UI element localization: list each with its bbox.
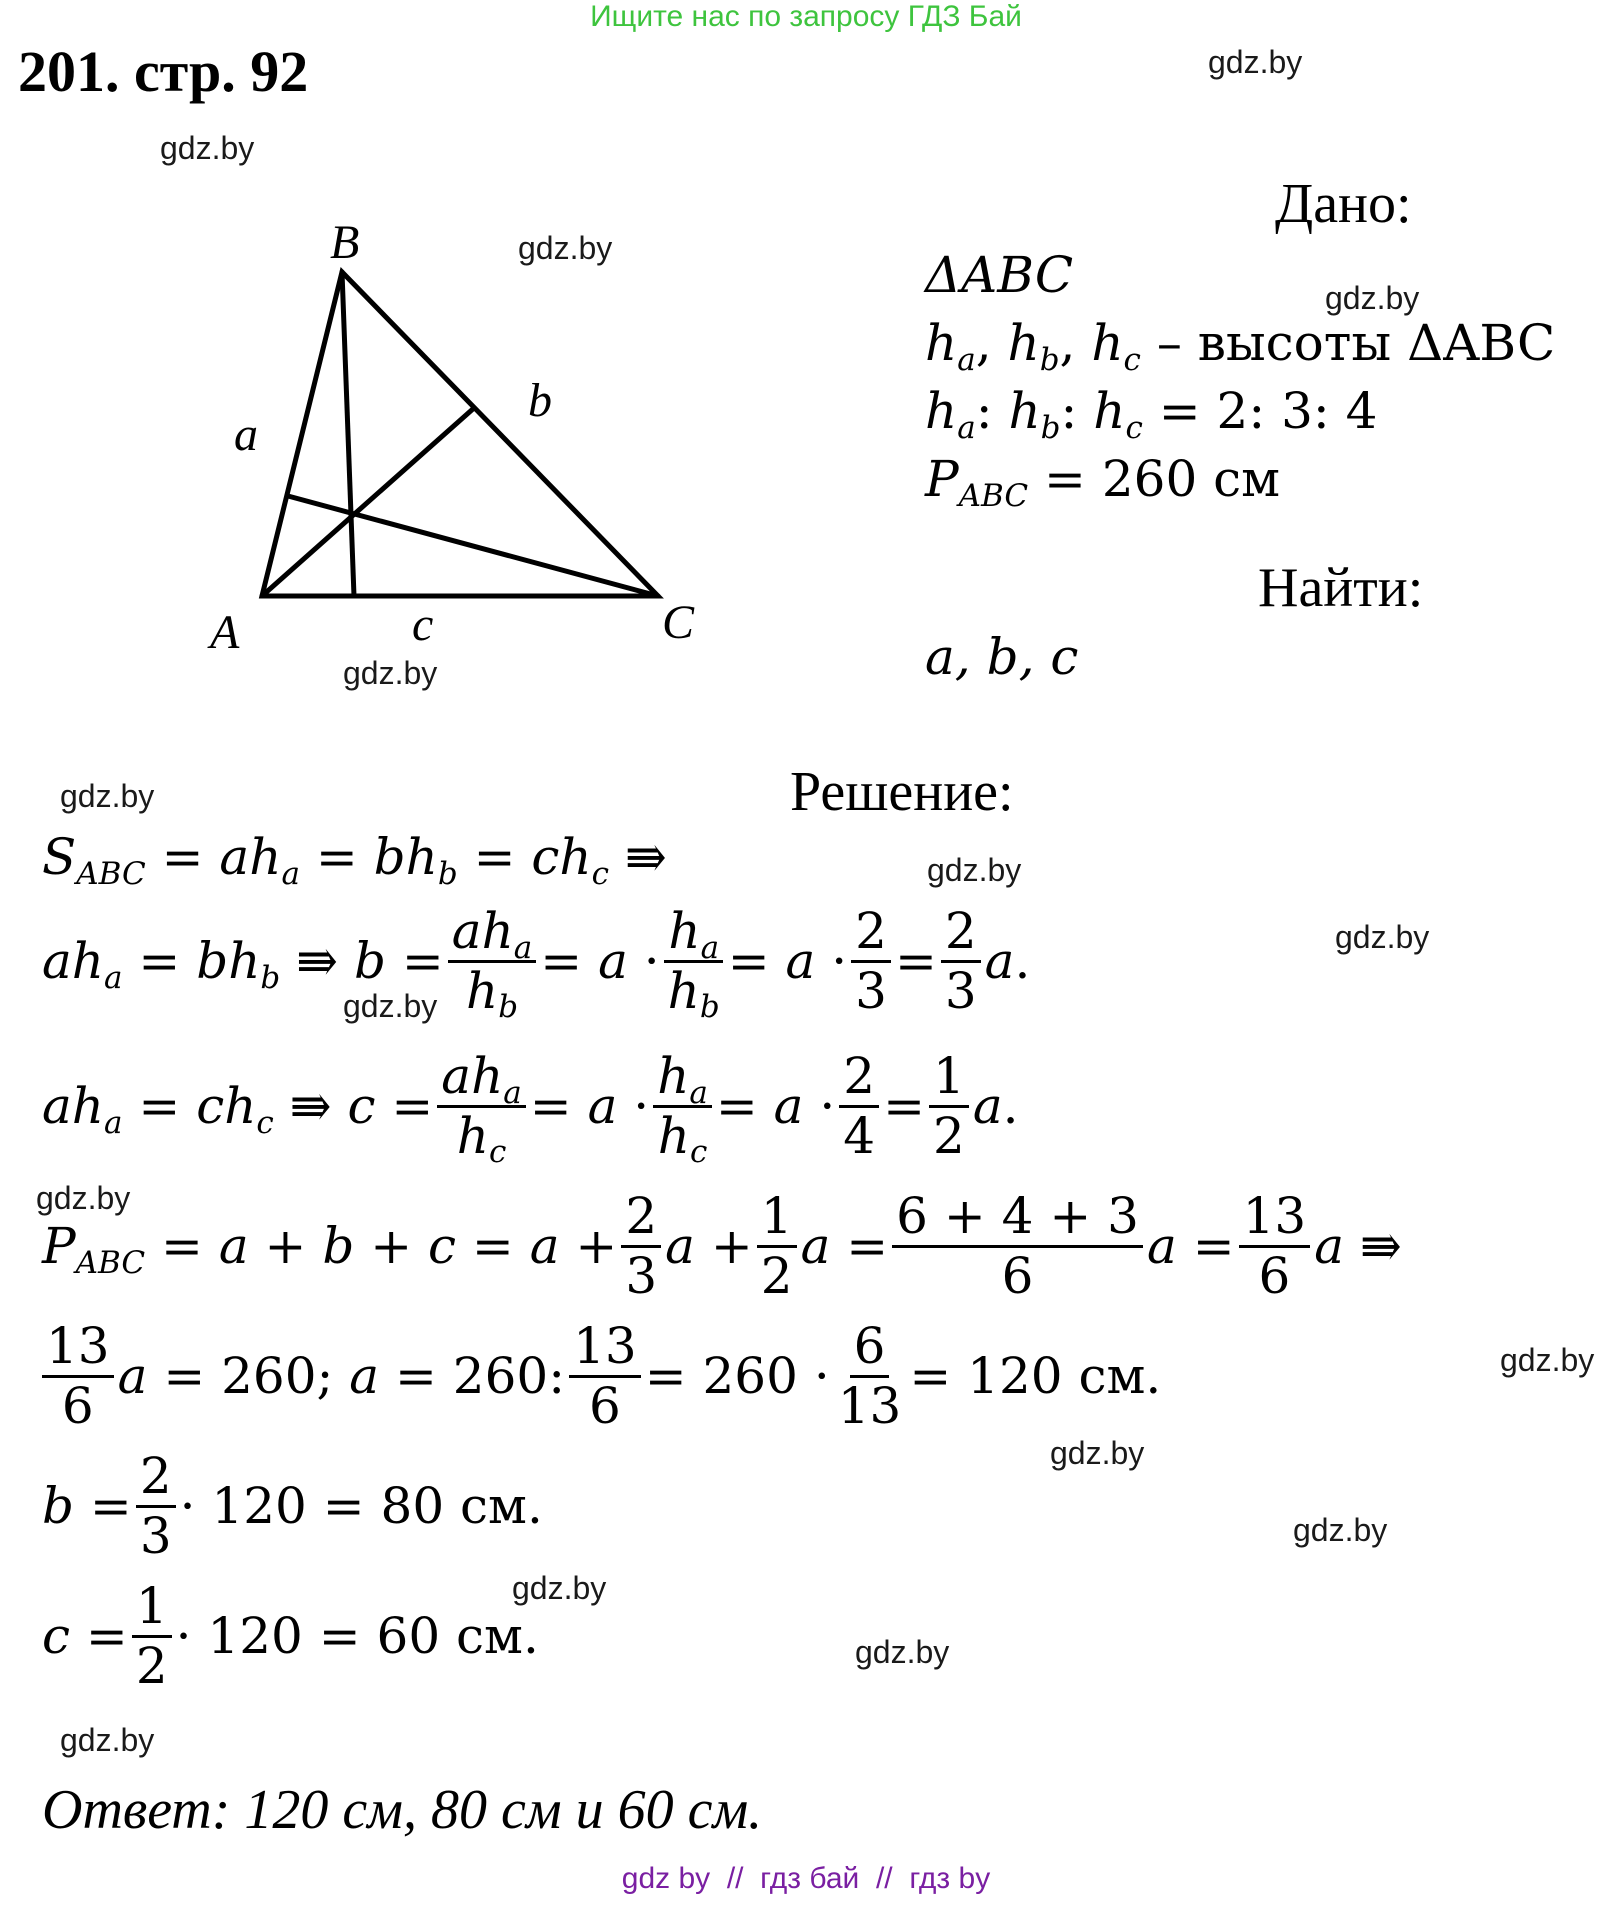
given-altitudes-text: – высоты ΔABC (1156, 314, 1556, 372)
solution-line-b-value: b = $\frac{2}{3}$ · 120 = 80 см. (42, 1447, 543, 1565)
watermark: gdz.by (855, 1634, 950, 1670)
watermark: gdz.by (1335, 919, 1430, 955)
side-label-c: c (412, 598, 434, 651)
watermark: gdz.by (36, 1180, 131, 1216)
vertex-label-c: C (662, 596, 695, 649)
altitude-from-a (262, 408, 474, 596)
watermark: gdz.by (343, 655, 438, 691)
altitude-from-b (342, 272, 354, 596)
solution-line-perimeter: PABC = a + b + c = a + $\frac{2}{3}$ a + $\frac{1}{2}$ a = $\frac{6 + 4 + 3}{6}$ a = $\frac{13}{6}$ a ⇛ (42, 1187, 1402, 1305)
watermark: gdz.by (1325, 280, 1420, 316)
solution-line-c: aha = chc ⇛ c = $\frac{\text{aha}}{hc}$ = a · $\frac{ha}{hc}$ = a · $\frac{2}{4}$ = $\frac{1}{2}$ a. (42, 1047, 1019, 1171)
triangle-abc (262, 272, 658, 596)
given-triangle: ΔABC (925, 246, 1074, 304)
watermark: gdz.by (1293, 1512, 1388, 1548)
watermark: gdz.by (343, 988, 438, 1024)
solution-heading: Решение: (790, 761, 1014, 823)
altitude-from-c (288, 496, 658, 596)
side-label-a: a (234, 408, 258, 461)
solution-line-c-value: c = $\frac{1}{2}$ · 120 = 60 см. (42, 1577, 539, 1695)
vertex-label-b: B (330, 220, 360, 269)
triangle-figure (200, 220, 720, 660)
watermark: gdz.by (927, 852, 1022, 888)
side-label-b: b (528, 374, 552, 427)
find-value: a, b, c (925, 628, 1079, 686)
watermark: gdz.by (512, 1570, 607, 1606)
watermark: gdz.by (1050, 1435, 1145, 1471)
given-ratio: = 2: 3: 4 (1158, 382, 1378, 440)
watermark: gdz.by (60, 1722, 155, 1758)
find-line (925, 628, 1078, 686)
solution-line-a: $\frac{13}{6}$ a = 260; a = 260: $\frac{13}{6}$ = 260 · $\frac{6}{13}$ = 120 см. (42, 1320, 1161, 1432)
given-line-perimeter: PABC = 260 см (925, 450, 1281, 514)
given-line-altitudes: ha, hb, hc – высоты ΔABC (925, 314, 1556, 378)
solution-line-b: aha = bhb ⇛ b = $\frac{\text{aha}}{hb}$ = a · $\frac{ha}{hb}$ = a · $\frac{2}{3}$ = $\frac{2}{3}$ a. (42, 902, 1031, 1026)
watermark: gdz.by (1500, 1342, 1595, 1378)
search-banner: Ищите нас по запросу ГДЗ Бай (590, 0, 1022, 33)
watermark: gdz.by (1208, 44, 1303, 80)
problem-title: 201. стр. 92 (18, 39, 309, 104)
find-heading: Найти: (1258, 557, 1424, 619)
given-heading: Дано: (1275, 173, 1412, 235)
given-line-ratio: ha: hb: hc = 2: 3: 4 (925, 382, 1378, 446)
watermark: gdz.by (160, 130, 255, 166)
watermark: gdz.by (518, 230, 613, 266)
footer-links: gdz by // гдз бай // гдз by (621, 1862, 991, 1895)
given-perimeter: = 260 см (1044, 450, 1281, 508)
watermark: gdz.by (60, 778, 155, 814)
answer-line: Ответ: 120 см, 80 см и 60 см. (42, 1779, 763, 1841)
solution-line-area: SABC = aha = bhb = chc ⇛ (42, 828, 667, 892)
given-line-triangle (925, 246, 1073, 304)
vertex-label-a: A (210, 606, 240, 659)
